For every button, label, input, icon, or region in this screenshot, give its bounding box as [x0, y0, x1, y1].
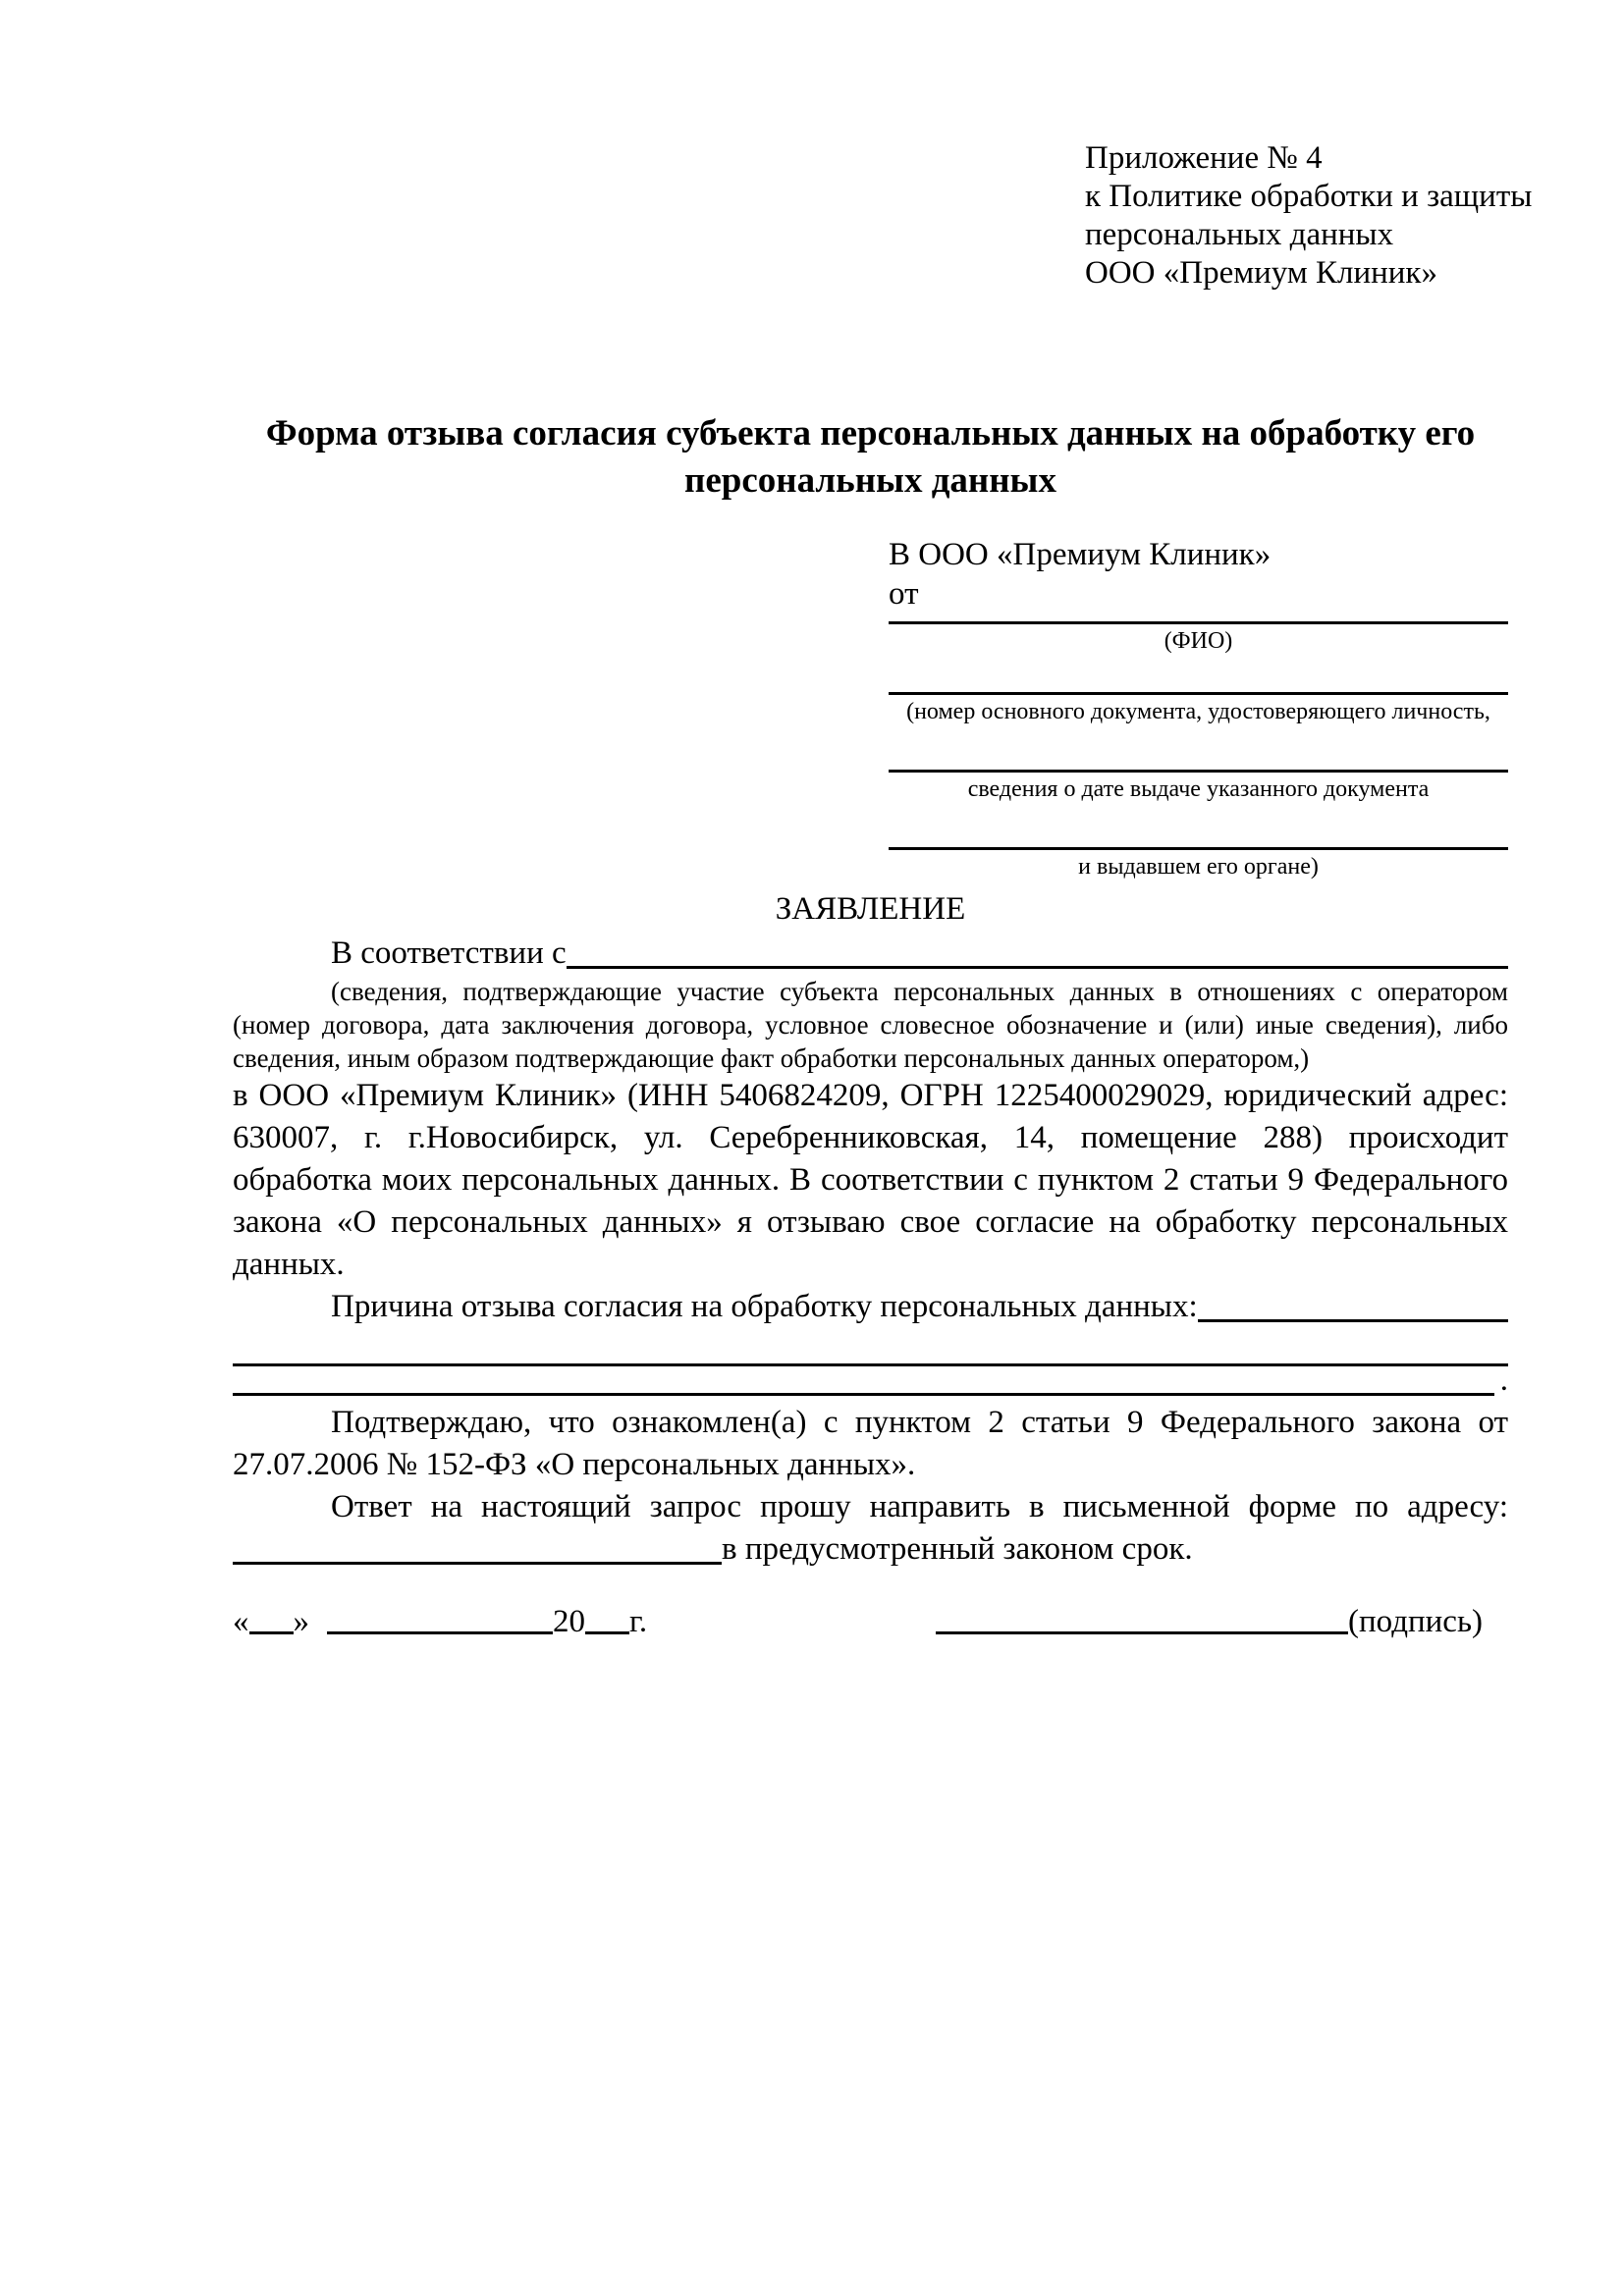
appendix-line: Приложение № 4 — [1085, 140, 1323, 176]
appendix-line: персональных данных — [1085, 217, 1394, 252]
body-paragraph: в ООО «Премиум Клиник» (ИНН 5406824209, ОГРН 1225400029029, юридический адрес: 630007, г. г.Новосибирск, ул. Серебренниковская, 14, помещение 288) происходит обработка моих персональных данных. В соответствии с пунктом 2 статьи 9 Федерального закона «О персональных данных» я отзываю свое согласие на обработку персональных данных. — [233, 1078, 1508, 1282]
sentence-period: . — [1499, 1362, 1508, 1398]
reason-field-line — [1198, 1319, 1508, 1322]
document-title: Форма отзыва согласия субъекта персональных данных на обработку его персональных данных — [265, 413, 1476, 501]
year-prefix: 20 — [553, 1604, 585, 1639]
date-signature-row — [233, 1598, 1508, 1640]
signature-caption: (подпись) — [1348, 1604, 1483, 1639]
signature-field-line — [936, 1631, 1348, 1634]
appendix-line: ООО «Премиум Клиник» — [1085, 255, 1437, 291]
addressee-block — [889, 535, 1508, 881]
addressee-from-label: от — [889, 576, 919, 612]
accordance-label: В соответствии с — [331, 935, 567, 971]
fio-field-line — [889, 614, 1508, 624]
footnote-text: (сведения, подтверждающие участие субъекта персональных данных в отношениях с оператором (номер договора, дата заключения договора, условное словесное обозначение и (или) иные сведения), либо сведения, иным образом подтверждающие факт обработки персональных данных оператором,) — [233, 977, 1508, 1073]
appendix-line: к Политике обработки и защиты — [1085, 179, 1533, 214]
reply-address-row — [233, 1528, 1508, 1571]
addressee-to: В ООО «Премиум Клиник» — [889, 537, 1272, 572]
reason-row — [233, 1286, 1508, 1328]
year-field-line — [585, 1631, 629, 1634]
document-number-field-caption: (номер основного документа, удостоверяющего личность, — [906, 699, 1490, 724]
date-group — [233, 1604, 647, 1640]
year-suffix: г. — [629, 1604, 648, 1639]
issue-date-field-caption: сведения о дате выдаче указанного документа — [967, 776, 1430, 802]
reason-field-line-2 — [233, 1328, 1508, 1366]
appendix-header — [1085, 139, 1537, 293]
accordance-field-line — [567, 966, 1508, 969]
reason-label: Причина отзыва согласия на обработку персональных данных: — [331, 1289, 1198, 1324]
statement-body — [233, 933, 1508, 1571]
date-quote-open: « — [233, 1604, 249, 1639]
issue-date-field-line — [889, 725, 1508, 773]
document-number-field-line — [889, 655, 1508, 695]
reply-request-paragraph: Ответ на настоящий запрос прошу направить в письменной форме по адресу: — [331, 1489, 1508, 1524]
day-field-line — [249, 1631, 294, 1634]
signature-group — [936, 1604, 1483, 1640]
reason-field-row-3 — [233, 1362, 1508, 1402]
date-quote-close: » — [293, 1604, 309, 1639]
month-field-line — [327, 1631, 553, 1634]
reply-address-field-line — [233, 1562, 722, 1565]
issuing-authority-field-line — [889, 803, 1508, 850]
fio-field-caption: (ФИО) — [1164, 628, 1233, 654]
accordance-row — [233, 933, 1508, 975]
confirmation-paragraph: Подтверждаю, что ознакомлен(а) с пунктом 2 статьи 9 Федерального закона от 27.07.2006 № 152-ФЗ «О персональных данных». — [233, 1405, 1508, 1482]
issuing-authority-field-caption: и выдавшем его органе) — [1078, 854, 1319, 880]
reason-field-line-3 — [233, 1393, 1494, 1396]
statement-heading: ЗАЯВЛЕНИЕ — [775, 891, 966, 927]
reply-tail-text: в предусмотренный законом срок. — [722, 1531, 1193, 1567]
